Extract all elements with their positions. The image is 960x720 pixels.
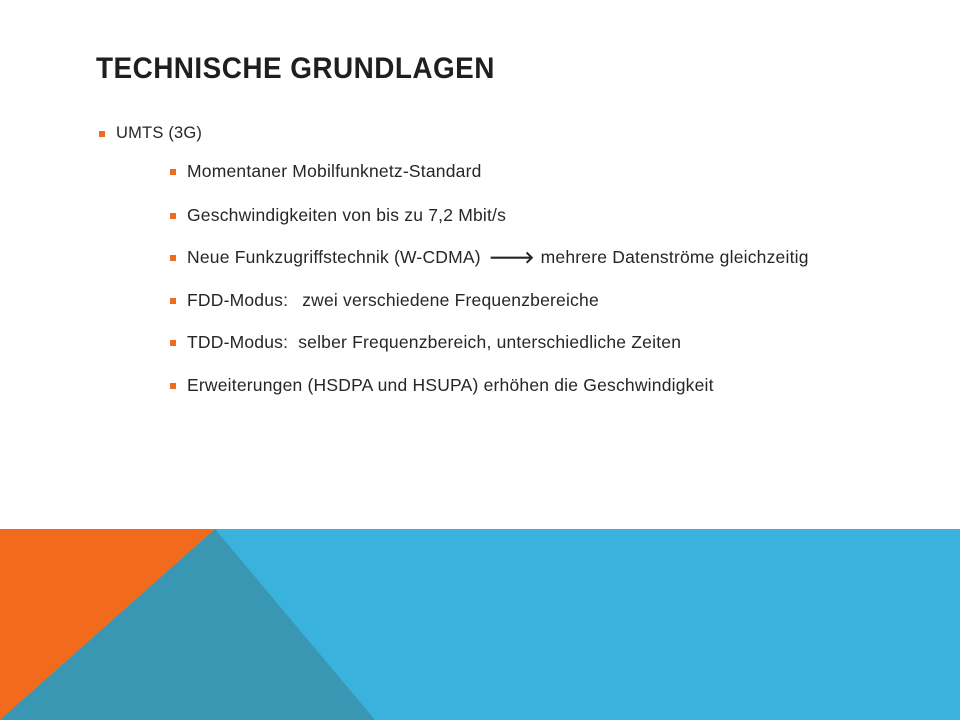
bullet-text-before: Neue Funkzugriffstechnik (W-CDMA) [187, 247, 481, 267]
bullet-value: zwei verschiedene Frequenzbereiche [302, 290, 599, 310]
square-bullet-icon [170, 383, 176, 389]
bullet-label: TDD-Modus: [187, 332, 289, 352]
bullet-extensions [170, 375, 714, 396]
bullet-text-after: mehrere Datenströme gleichzeitig [540, 247, 809, 267]
footer-decoration [0, 529, 960, 720]
bullet-text: Erweiterungen (HSDPA und HSUPA) erhöhen die Geschwindigkeit [187, 375, 714, 395]
square-bullet-icon [99, 131, 105, 137]
square-bullet-icon [170, 169, 176, 175]
square-bullet-icon [170, 340, 176, 346]
slide-title: TECHNISCHE GRUNDLAGEN [96, 52, 495, 85]
square-bullet-icon [170, 213, 176, 219]
bullet-value: selber Frequenzbereich, unterschiedliche Zeiten [298, 332, 682, 352]
bullet-umts [99, 124, 202, 143]
bullet-tdd [170, 332, 681, 353]
bullet-label: FDD-Modus: [187, 290, 289, 310]
bullet-wcdma [170, 247, 809, 268]
bullet-text: Geschwindigkeiten von bis zu 7,2 Mbit/s [187, 205, 507, 225]
bullet-text: UMTS (3G) [116, 124, 203, 142]
bullet-speed [170, 205, 506, 226]
square-bullet-icon [170, 298, 176, 304]
bullet-fdd [170, 290, 599, 311]
square-bullet-icon [170, 255, 176, 261]
arrow-right-icon: 🡒 [488, 247, 535, 268]
bullet-text: Momentaner Mobilfunknetz-Standard [187, 161, 482, 181]
bullet-standard [170, 161, 482, 182]
